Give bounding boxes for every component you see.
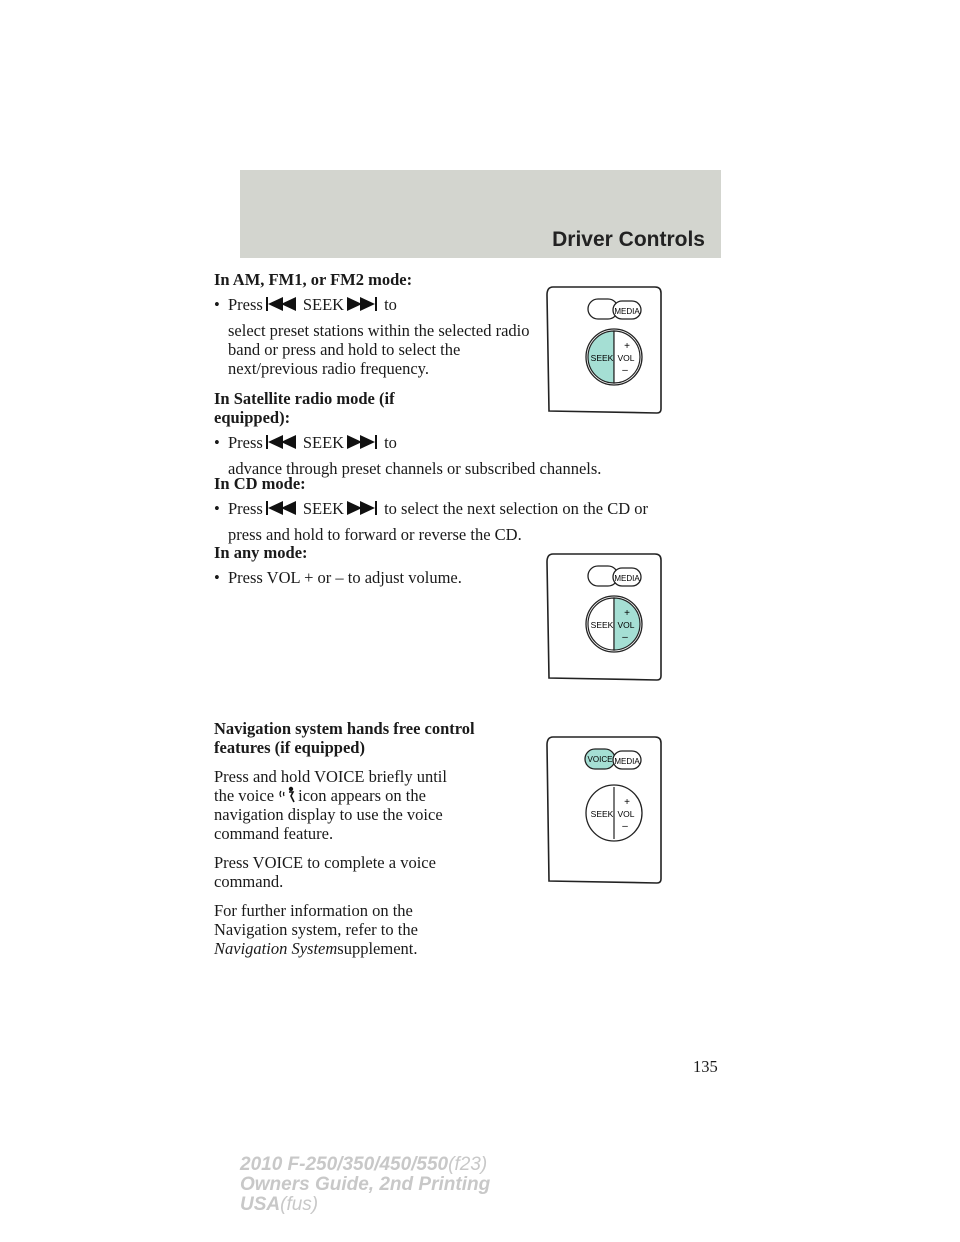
navigation-system-title: Navigation System bbox=[214, 939, 338, 958]
cd-section bbox=[214, 474, 714, 544]
navigation-section bbox=[214, 719, 514, 958]
seek-previous-icon bbox=[263, 434, 303, 450]
seek-next-icon bbox=[344, 500, 384, 516]
plus-label: + bbox=[624, 797, 630, 808]
figure-volume-control bbox=[545, 552, 663, 682]
icon-appears-text: icon appears on the bbox=[298, 786, 426, 805]
any-mode-section bbox=[214, 543, 524, 587]
media-label: MEDIA bbox=[614, 757, 640, 766]
voice-command-icon bbox=[278, 786, 298, 803]
any-mode-bullet bbox=[214, 568, 524, 587]
header-band bbox=[240, 170, 721, 258]
bullet-dot: • bbox=[214, 295, 220, 314]
any-mode-body: Press VOL + or – to adjust volume. bbox=[228, 568, 462, 587]
footer-code: (f23) bbox=[448, 1154, 488, 1175]
footer-line-1 bbox=[240, 1155, 490, 1175]
plus-label: + bbox=[624, 608, 630, 619]
bullet-dot: • bbox=[214, 499, 220, 518]
minus-label: – bbox=[622, 821, 628, 832]
vol-label: VOL bbox=[617, 620, 635, 630]
plus-label: + bbox=[624, 341, 630, 352]
am-fm-section bbox=[214, 270, 534, 378]
footer-region-code: (fus) bbox=[280, 1194, 319, 1215]
press-text: Press bbox=[228, 433, 263, 452]
seek-text: SEEK bbox=[302, 433, 345, 452]
vol-label: VOL bbox=[617, 809, 635, 819]
footer-line-3 bbox=[240, 1195, 490, 1215]
to-text: to bbox=[384, 295, 397, 314]
section-title: Driver Controls bbox=[552, 228, 705, 251]
seek-label: SEEK bbox=[590, 620, 614, 630]
to-text: to bbox=[384, 433, 397, 452]
minus-label: – bbox=[622, 632, 628, 643]
press-text: Press bbox=[228, 295, 263, 314]
minus-label: – bbox=[622, 365, 628, 376]
footer-region: USA bbox=[240, 1194, 281, 1215]
bullet-dot: • bbox=[214, 433, 220, 452]
press-text: Press bbox=[228, 499, 263, 518]
seek-previous-icon bbox=[263, 500, 303, 516]
navigation-p2: Press VOICE to complete a voice command. bbox=[214, 853, 436, 891]
footer-line-2: Owners Guide, 2nd Printing bbox=[240, 1174, 491, 1195]
seek-label: SEEK bbox=[590, 809, 614, 819]
cd-heading: In CD mode: bbox=[214, 474, 306, 493]
footer bbox=[240, 1155, 490, 1215]
media-label: MEDIA bbox=[614, 574, 640, 583]
seek-text: SEEK bbox=[302, 499, 345, 518]
am-fm-heading: In AM, FM1, or FM2 mode: bbox=[214, 270, 413, 289]
navigation-p3-text: For further information on the Navigation system, refer to the bbox=[214, 901, 418, 939]
seek-next-icon bbox=[344, 296, 384, 312]
navigation-p1-line2 bbox=[214, 786, 514, 805]
cd-bullet bbox=[214, 499, 714, 544]
figure-voice-control bbox=[545, 735, 663, 885]
seek-label: SEEK bbox=[590, 353, 614, 363]
media-label: MEDIA bbox=[614, 307, 640, 316]
voice-text: the voice bbox=[214, 786, 275, 805]
satellite-body: advance through preset channels or subscribed channels. bbox=[228, 459, 602, 478]
am-fm-body: select preset stations within the selected radio band or press and hold to select the next/previous radio frequency. bbox=[228, 321, 530, 378]
figure-seek-control bbox=[545, 285, 663, 415]
satellite-heading: In Satellite radio mode (if equipped): bbox=[214, 389, 395, 427]
seek-text: SEEK bbox=[302, 295, 345, 314]
cd-rest-text: to select the next selection on the CD or bbox=[384, 499, 649, 518]
navigation-p3 bbox=[214, 901, 454, 958]
navigation-heading: Navigation system hands free control features (if equipped) bbox=[214, 719, 475, 757]
footer-model: 2010 F-250/350/450/550 bbox=[240, 1154, 449, 1175]
satellite-bullet bbox=[214, 433, 694, 478]
cd-body: press and hold to forward or reverse the CD. bbox=[228, 525, 522, 544]
voice-label: VOICE bbox=[587, 755, 613, 764]
navigation-p1d: navigation display to use the voice command feature. bbox=[214, 805, 443, 843]
navigation-p3-end: supplement. bbox=[337, 939, 418, 958]
bullet-dot: • bbox=[214, 568, 220, 587]
vol-label: VOL bbox=[617, 353, 635, 363]
any-mode-heading: In any mode: bbox=[214, 543, 308, 562]
seek-next-icon bbox=[344, 434, 384, 450]
page-number: 135 bbox=[693, 1057, 718, 1076]
seek-previous-icon bbox=[263, 296, 303, 312]
navigation-p1a: Press and hold VOICE briefly until bbox=[214, 767, 447, 786]
am-fm-bullet bbox=[214, 295, 534, 378]
